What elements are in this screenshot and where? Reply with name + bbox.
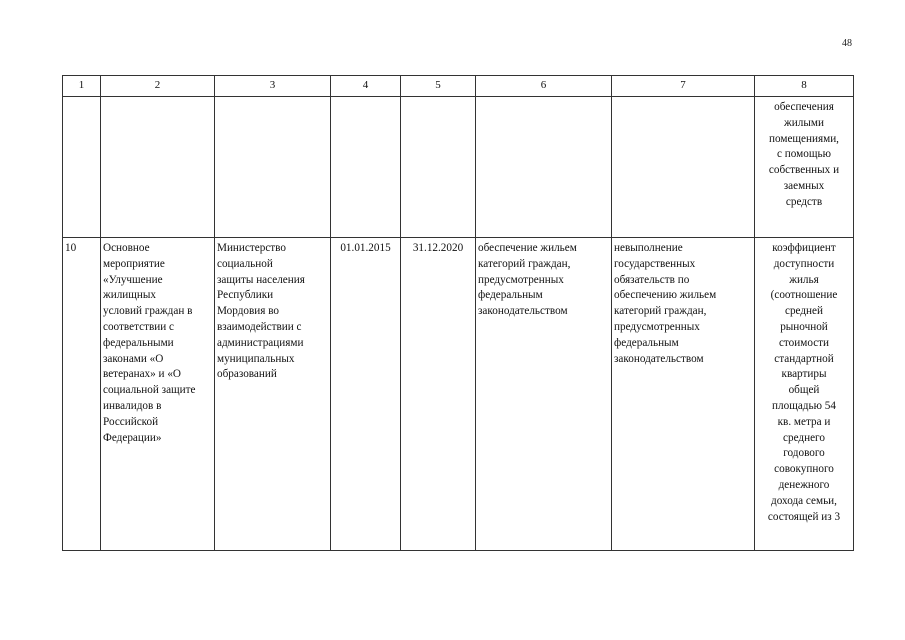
table-row — [63, 238, 854, 551]
table-cell — [401, 97, 476, 238]
table-cell — [101, 97, 215, 238]
header-cell: 3 — [215, 76, 331, 97]
row-number-cell: 10 — [63, 238, 101, 551]
table-cell: обеспечения жилыми помещениями, с помощью собственных и заемных средств — [755, 97, 854, 238]
table-cell — [331, 97, 401, 238]
consequences-cell: невыполнение государственных обязательств по обеспечению жильем категорий граждан, предусмотренных федеральным законодательством — [612, 238, 755, 551]
header-cell: 7 — [612, 76, 755, 97]
executor-cell: Министерство социальной защиты населения Республики Мордовия во взаимодействии с администрациями муниципальных образований — [215, 238, 331, 551]
table-cell — [215, 97, 331, 238]
indicator-cell: коэффициент доступности жилья (соотношение средней рыночной стоимости стандартной квартиры общей площадью 54 кв. метра и среднего годового совокупного денежного дохода семьи, состоящей из 3 — [755, 238, 854, 551]
header-cell: 6 — [476, 76, 612, 97]
start-date-cell: 01.01.2015 — [331, 238, 401, 551]
header-row — [63, 76, 854, 97]
table-cell — [612, 97, 755, 238]
end-date-cell: 31.12.2020 — [401, 238, 476, 551]
header-cell: 5 — [401, 76, 476, 97]
activity-cell: Основное мероприятие «Улучшение жилищных условий граждан в соответствии с федеральными законами «О ветеранах» и «О социальной защите инвалидов в Российской Федерации» — [101, 238, 215, 551]
table-cell — [63, 97, 101, 238]
data-table — [62, 75, 854, 551]
expected-result-cell: обеспечение жильем категорий граждан, предусмотренных федеральным законодательством — [476, 238, 612, 551]
table-row — [63, 97, 854, 238]
header-cell: 1 — [63, 76, 101, 97]
table-cell — [476, 97, 612, 238]
header-cell: 8 — [755, 76, 854, 97]
page-number: 48 — [842, 38, 852, 49]
header-cell: 2 — [101, 76, 215, 97]
header-cell: 4 — [331, 76, 401, 97]
